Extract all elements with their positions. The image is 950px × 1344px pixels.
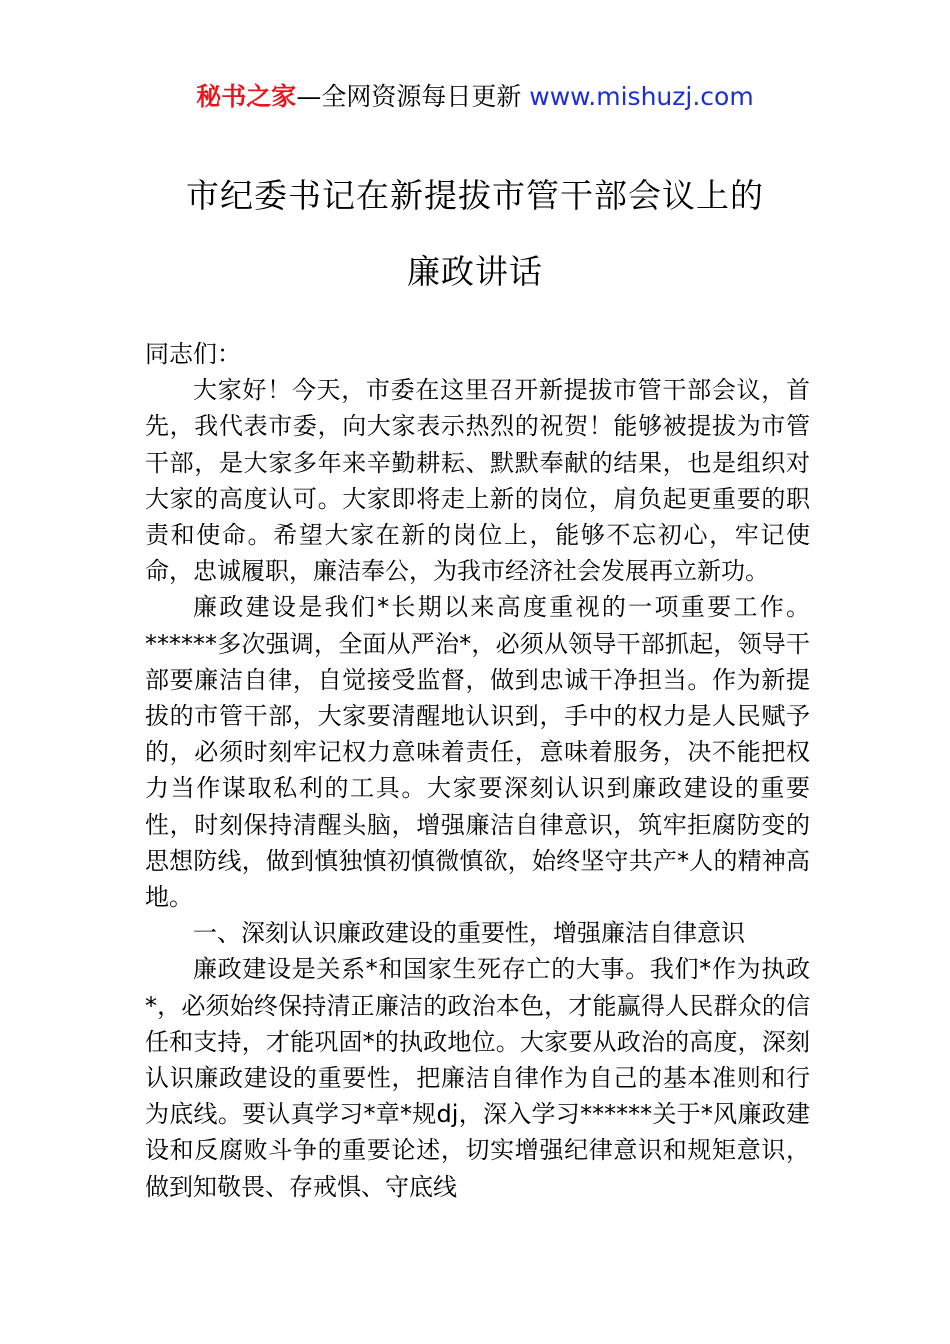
document-body [145,336,810,1205]
header-tagline: —全网资源每日更新 [296,82,530,111]
document-title-line-2: 廉政讲话 [407,252,543,291]
document-title-line-1: 市纪委书记在新提拔市管干部会议上的 [186,176,764,215]
site-header [0,80,950,114]
paragraph-1: 大家好！今天，市委在这里召开新提拔市管干部会议，首先，我代表市委，向大家表示热烈的祝贺！能够被提拔为市管干部，是大家多年来辛勤耕耘、默默奉献的结果，也是组织对大家的高度认可。大家即将走上新的岗位，肩负起更重要的职责和使命。希望大家在新的岗位上，能够不忘初心，牢记使命，忠诚履职，廉洁奉公，为我市经济社会发展再立新功。 [145,376,810,586]
paragraph-3: 廉政建设是关系*和国家生死存亡的大事。我们*作为执政*，必须始终保持清正廉洁的政治本色，才能赢得人民群众的信任和支持，才能巩固*的执政地位。大家要从政治的高度，深刻认识廉政建设的重要性，把廉洁自律作为自己的基本准则和行为底线。要认真学习*章*规dj，深入学习******关于*风廉政建设和反腐败斗争的重要论述，切实增强纪律意识和规矩意识，做到知敬畏、存戒惧、守底线 [145,955,810,1201]
salutation: 同志们： [145,340,241,368]
paragraph-2: 廉政建设是我们*长期以来高度重视的一项重要工作。******多次强调，全面从严治*，必须从领导干部抓起，领导干部要廉洁自律，自觉接受监督，做到忠诚干净担当。作为新提拔的市管干部，大家要清醒地认识到，手中的权力是人民赋予的，必须时刻牢记权力意味着责任，意味着服务，决不能把权力当作谋取私利的工具。大家要深刻认识到廉政建设的重要性，时刻保持清醒头脑，增强廉洁自律意识，筑牢拒腐防变的思想防线，做到慎独慎初慎微慎欲，始终坚守共产*人的精神高地。 [145,593,810,912]
section-heading-1: 一、深刻认识廉政建设的重要性，增强廉洁自律意识 [193,919,745,948]
brand-name: 秘书之家 [196,82,297,111]
site-url-link[interactable]: www.mishuzj.com [529,82,754,111]
